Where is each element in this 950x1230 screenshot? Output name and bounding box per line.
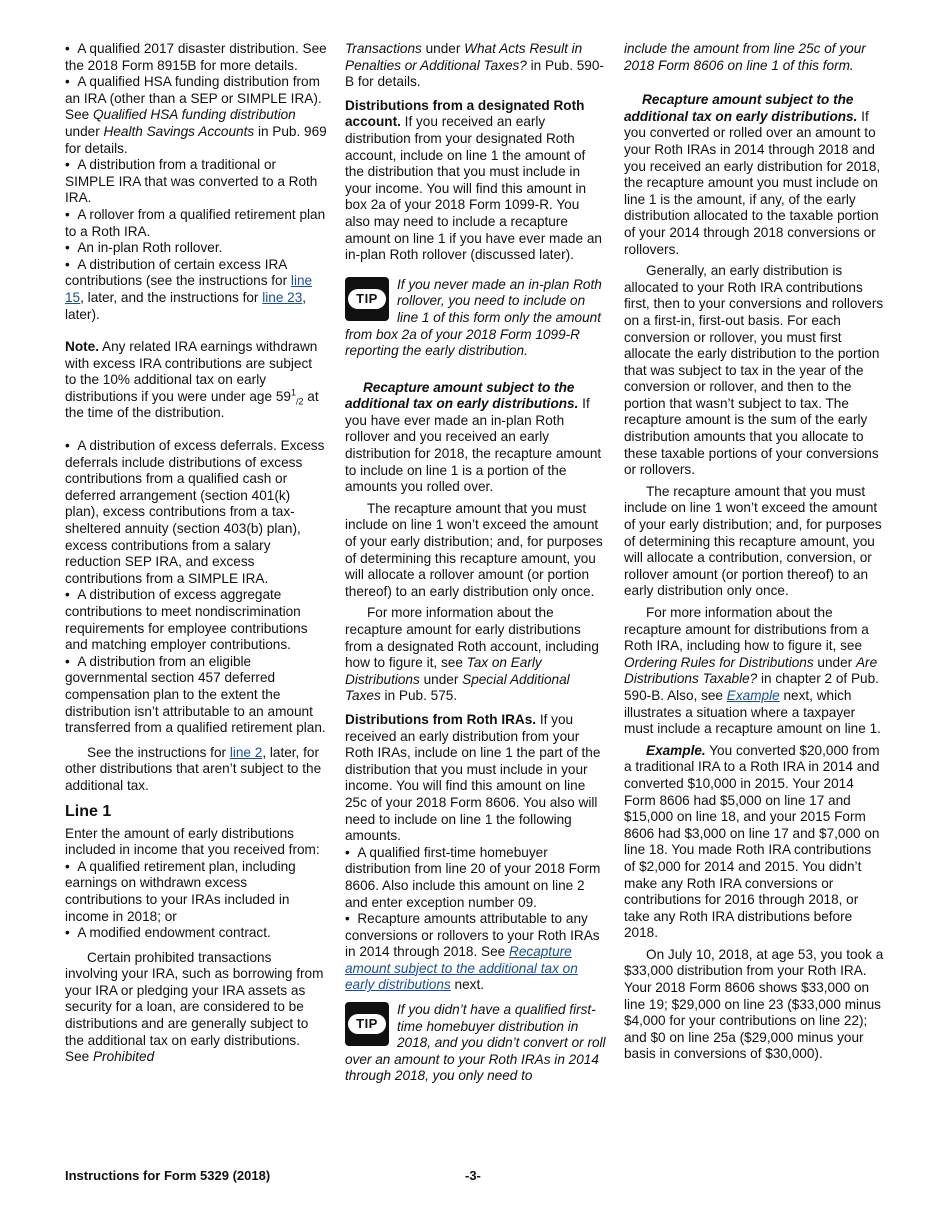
text: in chapter 2 of Pub. 590-B. Also, see [624, 671, 879, 703]
list-item: • A modified endowment contract. [65, 925, 327, 942]
paragraph [624, 92, 886, 258]
note-label: Note. [65, 339, 99, 355]
paragraph [65, 745, 327, 795]
list-item: • A distribution from a traditional or SIMPLE IRA that was converted to a Roth IRA. [65, 157, 327, 207]
text: in Pub. 590-B for details. [345, 57, 604, 90]
link-recapture-amount[interactable]: Recapture amount subject to the additional tax on early distributions [345, 944, 578, 993]
column-1 [65, 41, 327, 1066]
list-item: • An in-plan Roth rollover. [65, 240, 327, 257]
link-example[interactable]: Example [726, 687, 780, 703]
tip-label: TIP [348, 289, 386, 309]
link-line-15[interactable]: line 15 [65, 273, 313, 305]
text: /2 [295, 396, 304, 407]
list-item [65, 257, 327, 323]
paragraph [345, 605, 607, 705]
column-2 [345, 41, 607, 1085]
section-heading: Line 1 [65, 802, 112, 820]
tip-label: TIP [348, 1014, 386, 1034]
paragraph [624, 743, 886, 942]
text: See the instructions for [87, 744, 230, 760]
column-3 [624, 41, 886, 1063]
run-in-heading: Recapture amount subject to the additional tax on early distributions. [345, 379, 579, 412]
link-line-2[interactable]: line 2 [229, 744, 263, 760]
footer-title: Instructions for Form 5329 (2018) [65, 1168, 271, 1183]
text: in Pub. 969 for details. [65, 123, 327, 156]
text: Ordering Rules for Distributions [624, 654, 814, 670]
paragraph [624, 605, 886, 738]
paragraph: The recapture amount that you must include on line 1 won’t exceed the amount of your early distribution; and, for purposes of determining this recapture amount, you will allocate a rollover amount (or portion thereof) to an early distribution only once. [345, 500, 603, 599]
run-in-heading: Example. [646, 742, 706, 758]
list-item [345, 911, 607, 994]
text: Certain prohibited transactions involving your IRA, such as borrowing from your IRA or pledging your IRA assets as security for a loan, are considered to be distributions and are generally subject to the additional tax on early distributions. See [65, 949, 324, 1065]
text: Special Additional Taxes [345, 671, 570, 704]
text: 1 [290, 387, 296, 398]
paragraph [345, 380, 607, 496]
tip-box [345, 1002, 607, 1085]
paragraph [65, 950, 327, 1066]
text: A qualified HSA funding distribution from an IRA (other than a SEP or SIMPLE IRA). See [65, 74, 322, 123]
text: If you received an early distribution from your Roth IRAs, include on line 1 the part of the distribution that you must include in your income. You will find this amount on line 25c of your 2018 Form 8606. You also will need to include on line 1 the following amounts. [345, 711, 601, 844]
text: Health Savings Accounts [103, 123, 255, 139]
text: If you have ever made an in-plan Roth rollover and you received an early distribution for 2018, the recapture amount to include on line 1 is a portion of the amounts you rolled over. [345, 396, 602, 495]
text: next. [450, 977, 485, 993]
page-number: -3- [465, 1168, 481, 1183]
note-paragraph [65, 339, 327, 422]
text: Any related IRA earnings withdrawn with excess IRA contributions are subject to the 10% additional tax on early distributions if you were under age 59 [65, 339, 318, 404]
text: Prohibited [92, 1049, 155, 1065]
paragraph [345, 41, 607, 91]
list-item: • A rollover from a qualified retirement plan to a Roth IRA. [65, 207, 327, 240]
text: Transactions [345, 41, 422, 56]
text: You converted $20,000 from a traditional IRA to a Roth IRA in 2014 and converted $10,000 in 2015. Your 2014 Form 8606 had $5,000 on line 17 and $15,000 on line 18, and your 2015 Form 8606 had $3,000 on line 17 and $7,000 on line 18. You made Roth IRA contributions of $2,000 for 2014 and 2015. You didn’t make any Roth IRA conversions or contributions for 2016 through 2018, or take any Roth IRA distributions before 2018. [624, 742, 880, 941]
paragraph [345, 712, 607, 845]
text: A distribution of certain excess IRA contributions (see the instructions for [65, 256, 291, 289]
text: under [419, 671, 463, 687]
list-item: • A distribution of excess deferrals. Excess deferrals include distributions of excess contributions from a qualified cash or deferred arrangement (section 401(k) plan), excess contributions from a tax-sheltered annuity (section 403(b) plan), excess contributions from a salary reduction SEP IRA, and excess contributions from a SIMPLE IRA. [65, 438, 327, 587]
text: If you received an early distribution from your designated Roth account, include on line 1 the amount of the distribution that you must include in your income. You will find this amount in box 2a of your 2018 Form 1099-R. You also may need to include a recapture amount on line 1 if you have ever made an in-plan Roth rollover (discussed later). [345, 114, 602, 263]
list-item: • A qualified first-time homebuyer distribution from line 20 of your 2018 Form 8606. Also include this amount on line 2 and enter exception number 09. [345, 845, 607, 911]
text: Are Distributions Taxable? [624, 654, 878, 687]
paragraph: Enter the amount of early distributions included in income that you received from: [65, 825, 320, 858]
paragraph: include the amount from line 25c of your 2018 Form 8606 on line 1 of this form. [624, 41, 866, 73]
text: For more information about the recapture amount for early distributions from a designated Roth account, including how to figure it, see [345, 605, 599, 671]
tip-box [345, 277, 607, 360]
text: under [813, 654, 856, 670]
text: What Acts Result in Penalties or Additional Taxes? [345, 41, 583, 73]
paragraph: The recapture amount that you must include on line 1 won’t exceed the amount of your early distribution; and, for purposes of determining this recapture amount, you will allocate a contribution, conversion, or rollover amount (or portion thereof) to an early distribution only once. [624, 483, 882, 599]
text: , later, for other distributions that aren’t subject to the additional tax. [65, 744, 322, 793]
paragraph: On July 10, 2018, at age 53, you took a $33,000 distribution from your Roth IRA. Your 2018 Form 8606 shows $33,000 on line 19; $29,000 on line 23 ($33,000 minus $4,000 for your contributions on line 22); and $0 on line 25a ($29,000 minus your basis in conversions of $30,000). [624, 946, 884, 1062]
link-line-23[interactable]: line 23 [262, 289, 303, 305]
text: in Pub. 575. [380, 688, 458, 704]
text: , later). [65, 289, 307, 322]
text: , later, and the instructions for [80, 289, 263, 305]
text: under [421, 41, 465, 56]
run-in-heading: Distributions from a designated Roth account. [345, 97, 585, 130]
paragraph [345, 98, 607, 264]
tip-text: If you never made an in-plan Roth rollover, you need to include on line 1 of this form only the amount from box 2a of your 2018 Form 1099-R reporting the early distribution. [345, 276, 602, 359]
paragraph: Generally, an early distribution is allocated to your Roth IRA contributions first, then to your conversions and rollovers on a first-in, first-out basis. For each conversion or rollover, you must first allocate the early distribution to the portion that was subject to tax in the year of the conversion or rollover, and then to the portion that wasn’t subject to tax. The recapture amount is the sum of the early distribution amounts that you allocate to these taxable portions of your conversions or rollovers. [624, 263, 884, 478]
text: For more information about the recapture amount for distributions from a Roth IRA, including how to figure it, see [624, 605, 869, 654]
text: next, which illustrates a situation where a taxpayer must include a recapture amount on line 1. [624, 687, 881, 737]
text: Recapture amounts attributable to any conversions or rollovers to your Roth IRAs in 2014 through 2018. See [345, 911, 600, 960]
text: at the time of the distribution. [65, 388, 319, 421]
text: under [65, 123, 104, 139]
list-item: • A qualified 2017 disaster distribution. See the 2018 Form 8915B for more details. [65, 41, 327, 74]
text: If you converted or rolled over an amount to your Roth IRAs in 2014 through 2018 and you received an early distribution for 2018, the recapture amount you must include on line 1 is the amount, if any, of the early distribution allocated to the taxable portion of your 2014 through 2018 conversions or rollovers. [624, 108, 881, 257]
text: Qualified HSA funding distribution [92, 107, 296, 123]
tip-icon [345, 1002, 389, 1046]
run-in-heading: Recapture amount subject to the additional tax on early distributions. [624, 92, 858, 124]
run-in-heading: Distributions from Roth IRAs. [345, 711, 537, 727]
list-item: • A distribution of excess aggregate contributions to meet nondiscrimination requirements for employee contributions and matching employer contributions. [65, 587, 327, 653]
list-item: • A distribution from an eligible governmental section 457 deferred compensation plan to the extent the distribution isn’t attributable to an amount transferred from a qualified retirement plan. [65, 654, 327, 737]
list-item: • A qualified retirement plan, including earnings on withdrawn excess contributions to your IRAs included in income in 2018; or [65, 859, 327, 925]
tip-icon [345, 277, 389, 321]
text: Tax on Early Distributions [345, 655, 542, 687]
list-item [65, 74, 327, 157]
tip-text: If you didn’t have a qualified first-time homebuyer distribution in 2018, and you didn’t convert or roll over an amount to your Roth IRAs in 2014 through 2018, you only need to [345, 1002, 606, 1084]
